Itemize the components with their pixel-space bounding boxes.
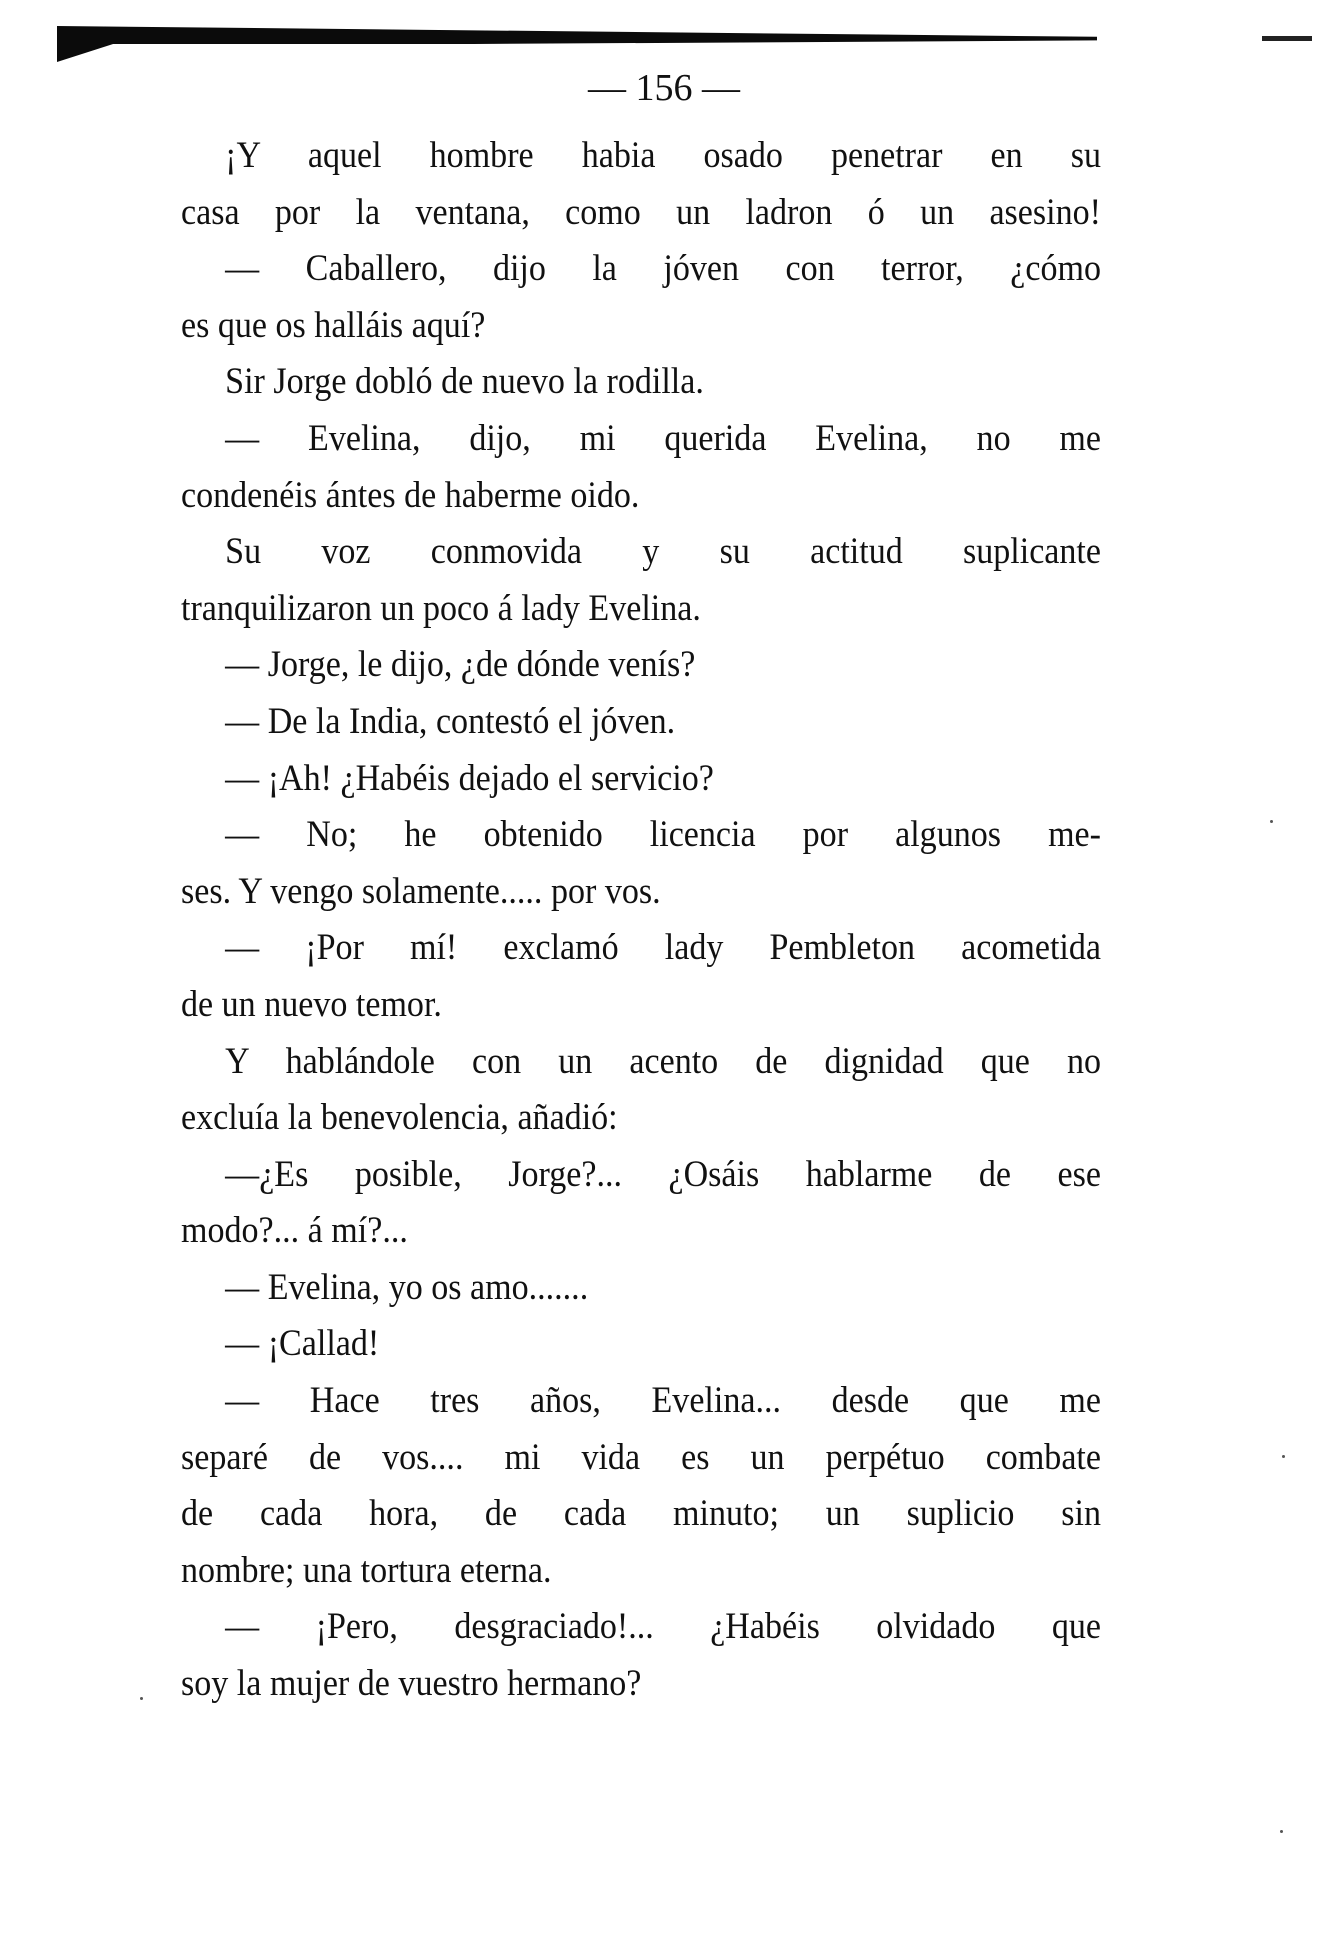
text-line: — ¡Pero, desgraciado!... ¿Habéis olvidado que (225, 1606, 1101, 1648)
scan-speck (1282, 1455, 1285, 1458)
text-line: modo?... á mí?... (181, 1210, 408, 1252)
scan-speck (1280, 1830, 1283, 1833)
text-line: ¡Y aquel hombre habia osado penetrar en su (225, 135, 1101, 176)
text-line: — ¡Callad! (225, 1323, 380, 1365)
text-line: es que os halláis aquí? (181, 304, 486, 346)
text-line: —¿Es posible, Jorge?... ¿Osáis hablarme de ese (225, 1153, 1101, 1195)
text-line: — ¡Ah! ¿Habéis dejado el servicio? (225, 757, 714, 799)
text-line: — De la India, contestó el jóven. (225, 700, 676, 742)
scan-edge-shadow-corner (57, 30, 117, 62)
text-line: — Evelina, yo os amo....... (225, 1266, 589, 1308)
text-line: — Evelina, dijo, mi querida Evelina, no me (225, 417, 1101, 459)
text-line: separé de vos.... mi vida es un perpétuo combate (181, 1436, 1101, 1478)
text-line: nombre; una tortura eterna. (181, 1549, 552, 1591)
scan-speck (140, 1697, 143, 1700)
scan-edge-mark (1262, 36, 1312, 41)
page-number: — 156 — (588, 67, 740, 109)
text-line: soy la mujer de vuestro hermano? (181, 1663, 642, 1705)
scan-speck (1270, 820, 1273, 823)
text-line: casa por la ventana, como un ladron ó un asesino! (181, 191, 1101, 233)
text-line: Y hablándole con un acento de dignidad que no (225, 1040, 1101, 1082)
text-line: ses. Y vengo solamente..... por vos. (181, 870, 661, 912)
text-line: — No; he obtenido licencia por algunos me- (225, 814, 1101, 856)
text-line: — ¡Por mí! exclamó lady Pembleton acometida (225, 927, 1101, 969)
page-body-text (181, 128, 1101, 1713)
scan-edge-shadow (57, 26, 1097, 44)
text-line: condenéis ántes de haberme oido. (181, 474, 640, 516)
text-line: excluía la benevolencia, añadió: (181, 1097, 618, 1139)
text-line: tranquilizaron un poco á lady Evelina. (181, 587, 701, 629)
text-line: Sir Jorge dobló de nuevo la rodilla. (225, 361, 704, 403)
text-line: Su voz conmovida y su actitud suplicante (225, 531, 1101, 573)
text-line: de cada hora, de cada minuto; un suplicio sin (181, 1493, 1101, 1535)
text-line: — Hace tres años, Evelina... desde que me (225, 1380, 1101, 1422)
text-line: — Caballero, dijo la jóven con terror, ¿cómo (225, 248, 1101, 290)
text-line: de un nuevo temor. (181, 983, 442, 1025)
text-line: — Jorge, le dijo, ¿de dónde venís? (225, 644, 696, 686)
